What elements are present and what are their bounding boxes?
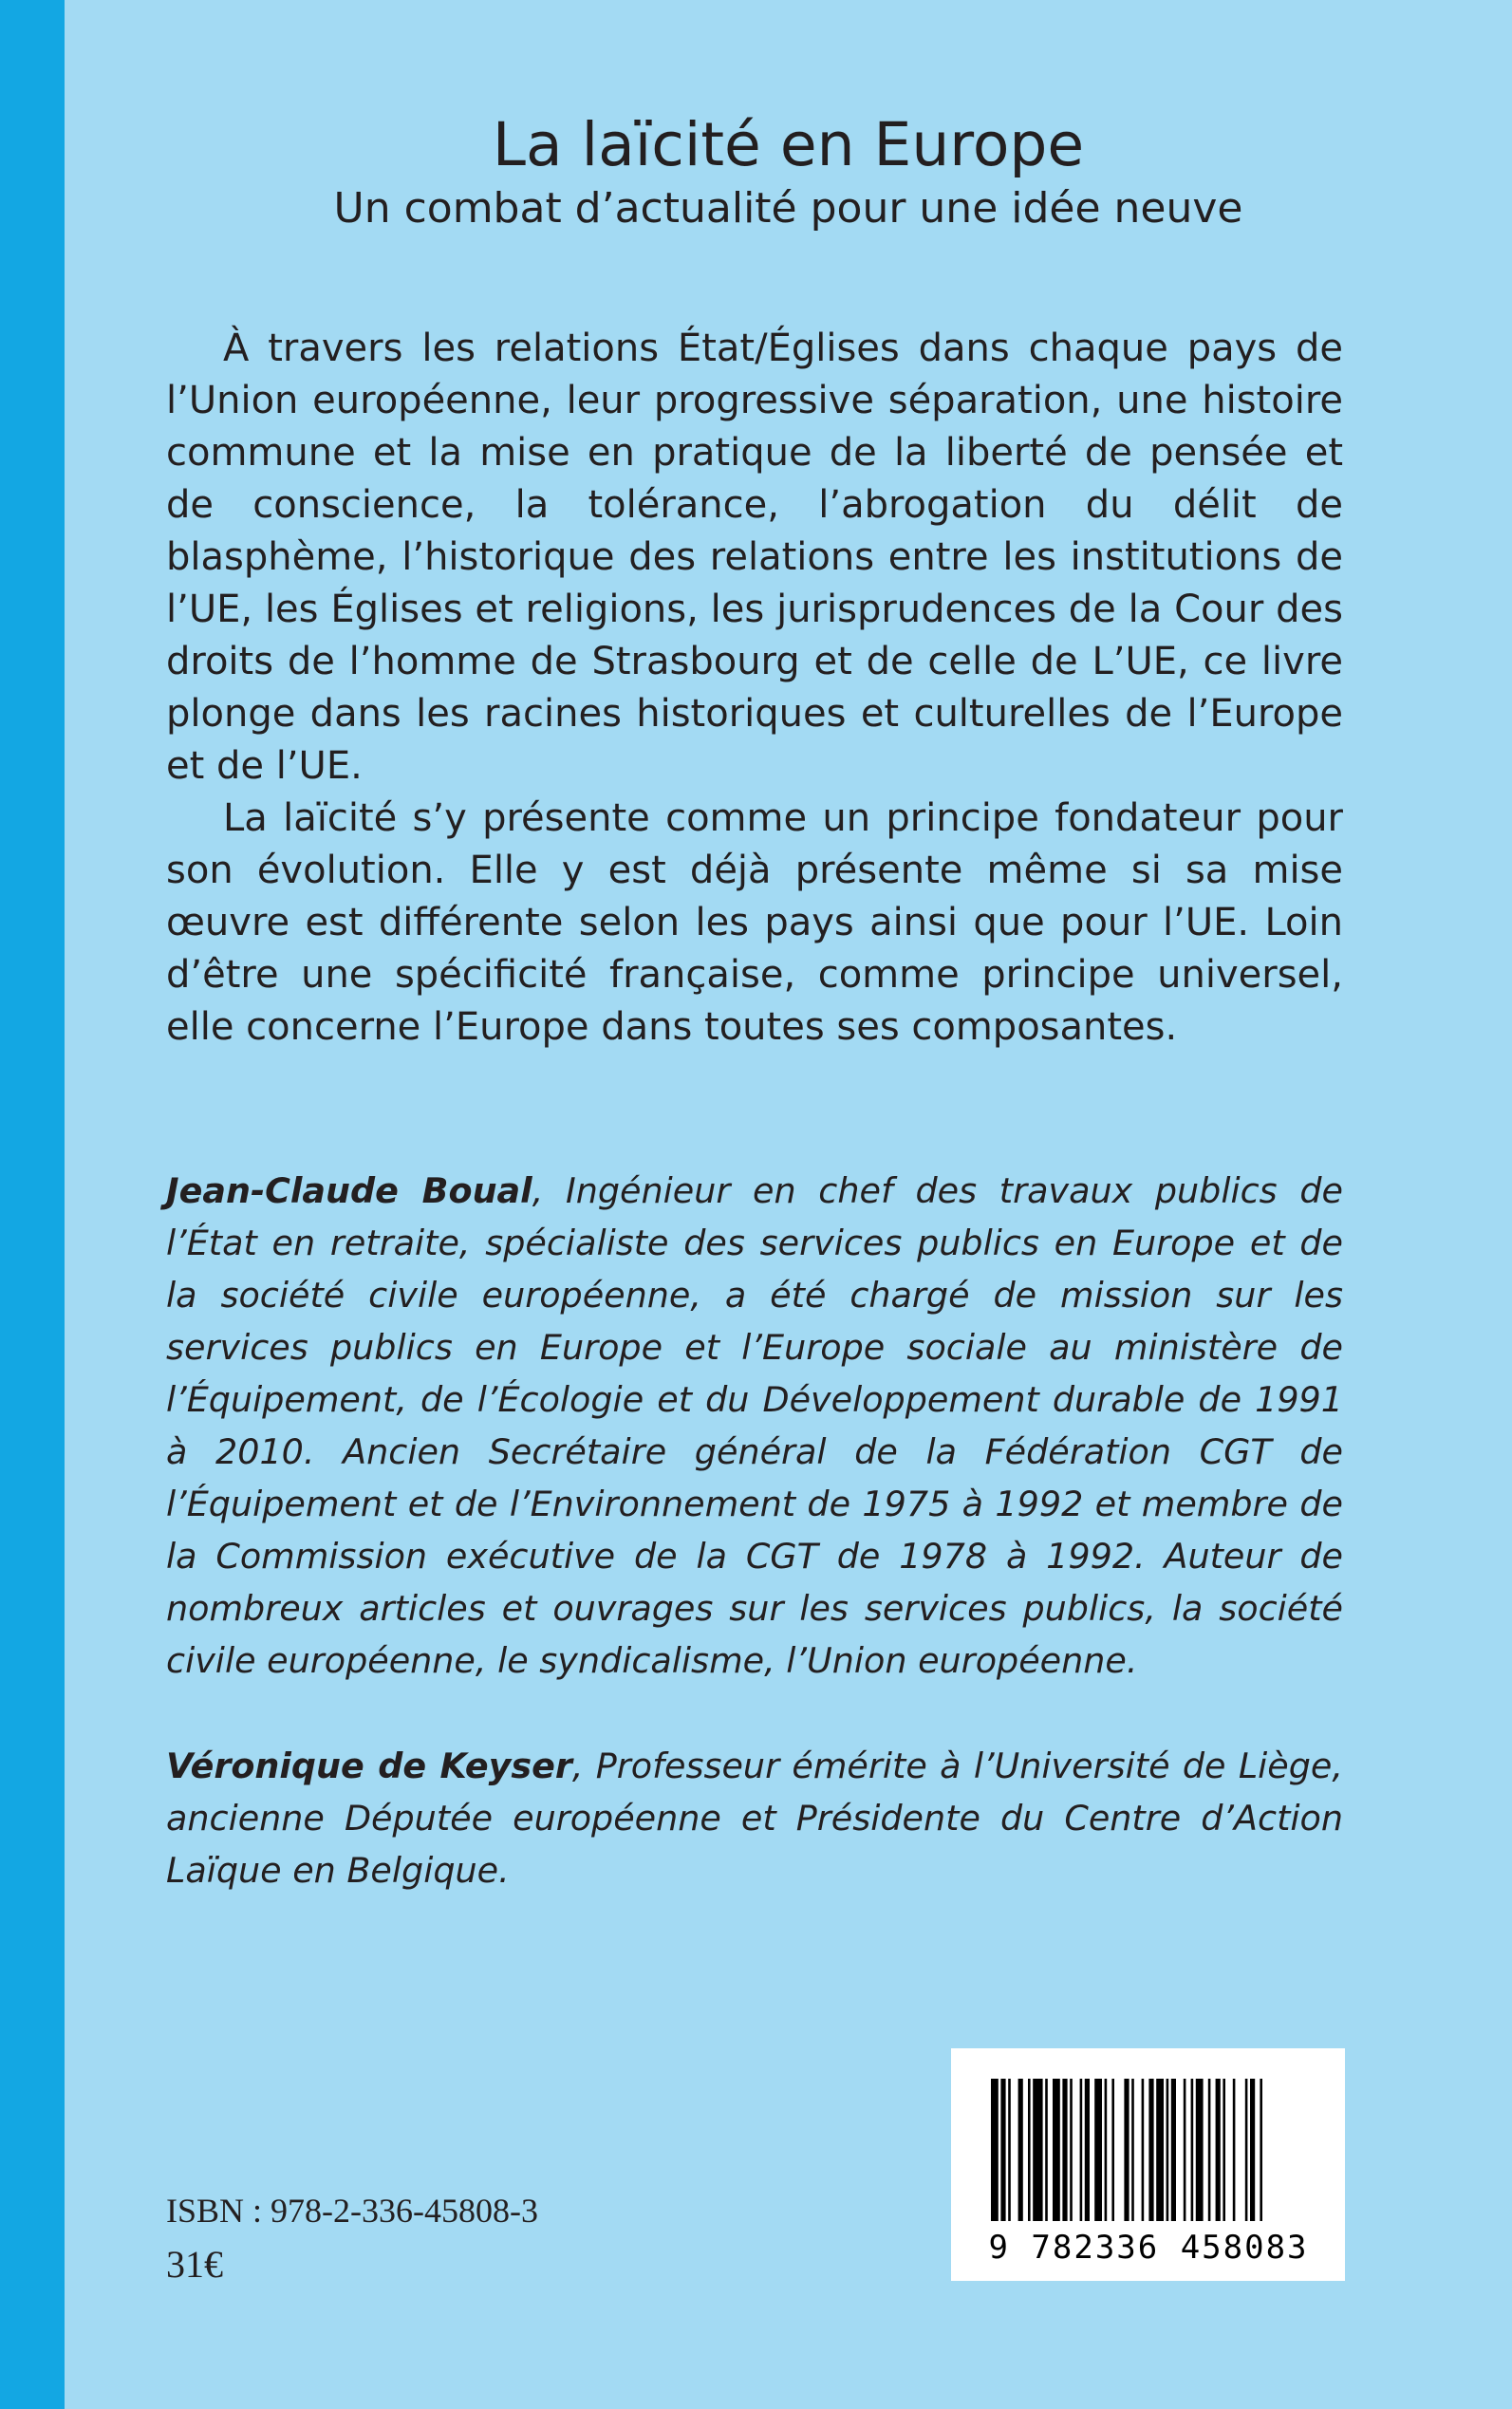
barcode-bar <box>1111 2079 1114 2221</box>
barcode-bar <box>991 2079 999 2221</box>
barcode-bar <box>1045 2079 1048 2221</box>
isbn-label: ISBN : 978-2-336-45808-3 <box>166 2192 538 2230</box>
barcode-bar <box>1131 2079 1134 2221</box>
barcode-bar <box>1196 2079 1204 2221</box>
spine-band <box>0 0 65 2409</box>
author-description: , Professeur émérite à l’Université de Liège, ancienne Députée européenne et Présidente du Centre d’Action Laïque en Belgique. <box>166 1746 1343 1891</box>
barcode-bar <box>1033 2079 1042 2221</box>
barcode-bar <box>1018 2079 1023 2221</box>
barcode-bar <box>1260 2079 1262 2221</box>
barcode-bar <box>1000 2079 1005 2221</box>
barcode-bar <box>1080 2079 1083 2221</box>
barcode-bar <box>1008 2079 1011 2221</box>
barcode-bar <box>1223 2079 1225 2221</box>
barcode-bar <box>1094 2079 1102 2221</box>
barcode-bar <box>1028 2079 1031 2221</box>
barcode-digits: 9 782336 458083 <box>988 2229 1309 2267</box>
barcode-bar <box>1171 2079 1176 2221</box>
barcode-bar <box>1124 2079 1129 2221</box>
author-name: Véronique de Keyser <box>166 1746 572 1786</box>
book-title: La laïcité en Europe <box>492 110 1085 179</box>
barcode-bar <box>1233 2079 1236 2221</box>
barcode-bar <box>1245 2079 1248 2221</box>
barcode-bar <box>1156 2079 1164 2221</box>
author-bio <box>166 1740 1343 1896</box>
barcode-bar <box>1070 2079 1073 2221</box>
author-bio <box>166 1165 1343 1687</box>
author-description: , Ingénieur en chef des travaux publics de l’État en retraite, spécialiste des services publics en Europe et de la société civile européenne, a été chargé de mission sur les services publics en Europe et l’Europe sociale au ministère de l’Équipement, de l’Écologie et du Développement durable de 1991 à 2010. Ancien Secrétaire général de la Fédération CGT de l’Équipement et de l’Environnement de 1975 à 1992 et membre de la Commission exécutive de la CGT de 1978 à 1992. Auteur de nombreux articles et ouvrages sur les services publics, la société civile européenne, le syndicalisme, l’Union européenne. <box>166 1170 1343 1681</box>
barcode-bar <box>1142 2079 1145 2221</box>
barcode-bar <box>1191 2079 1194 2221</box>
barcode-bar <box>1085 2079 1090 2221</box>
summary-text <box>166 323 1343 1054</box>
barcode-bar <box>1184 2079 1186 2221</box>
summary-paragraph: À travers les relations État/Églises dans chaque pays de l’Union européenne, leur progressive séparation, une histoire commune et la mise en pratique de la liberté de pensée et de conscience, la tolérance, l’abrogation du délit de blasphème, l’historique des relations entre les institutions de l’UE, les Églises et religions, les jurisprudences de la Cour des droits de l’homme de Strasbourg et de celle de L’UE, ce livre plonge dans les racines historiques et culturelles de l’Europe et de l’UE. <box>166 327 1343 788</box>
barcode-bar <box>1167 2079 1169 2221</box>
barcode-bar <box>1148 2079 1153 2221</box>
barcode-bar <box>1053 2079 1060 2221</box>
summary-paragraph: La laïcité s’y présente comme un principe fondateur pour son évolution. Elle y est déjà présente même si sa mise œuvre est différente selon les pays ainsi que pour l’UE. Loin d’être une spécificité française, comme principe universel, elle concerne l’Europe dans toutes ses composantes. <box>166 796 1343 1049</box>
book-subtitle: Un combat d’actualité pour une idée neuve <box>333 184 1243 233</box>
barcode-bar <box>1216 2079 1221 2221</box>
barcode <box>951 2048 1345 2281</box>
barcode-bar <box>1250 2079 1255 2221</box>
barcode-bar <box>1062 2079 1067 2221</box>
author-name: Jean-Claude Boual <box>166 1170 532 1211</box>
barcode-bar <box>1208 2079 1211 2221</box>
barcode-bar <box>1105 2079 1108 2221</box>
price-label: 31€ <box>166 2243 223 2286</box>
